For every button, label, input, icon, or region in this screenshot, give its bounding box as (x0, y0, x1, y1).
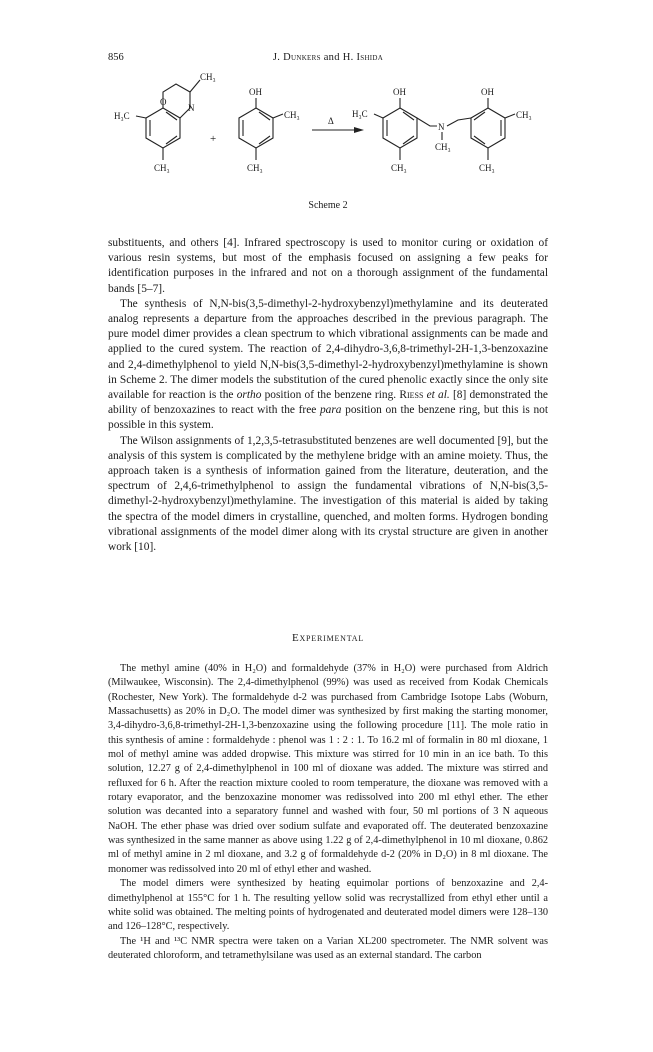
reaction-arrow-head (354, 127, 364, 133)
paragraph-1: substituents, and others [4]. Infrared spectroscopy is used to monitor curing or oxidation of various resin systems, but most of the emphasis focused on assigning a few peaks for identification purposes in the infrared and not on a thorough assignment of the fundamental bands [5–7]. (108, 237, 548, 295)
label-ch3-2a: CH₃ (284, 110, 300, 120)
label-ch3-3c: CH₃ (479, 163, 495, 173)
experimental-text (108, 662, 548, 963)
label-h3c-1: H₃C (114, 111, 130, 121)
label-ch3-1: CH₃ (154, 163, 170, 173)
experimental-paragraph-3: The ¹H and ¹³C NMR spectra were taken on a Varian XL200 spectrometer. The NMR solvent was deuterated chloroform, and tetramethylsilane was used as an external standard. The carbon (108, 935, 548, 961)
label-oh-3b: OH (481, 87, 494, 97)
experimental-paragraph-1: The methyl amine (40% in H₂O) and formaldehyde (37% in H₂O) were purchased from Aldrich (Milwaukee, Wisconsin). The 2,4-dimethylphenol (99%) was used as received from Kodak Chemicals (Rochester, New York). The formaldehyde d-2 was purchased from Cambridge Isotope Labs (Woburn, Massachusetts) as 20% in D₂O. The model dimer was synthesized by first making the starting monomer, 3,4-dihydro-3,6,8-trimethyl-2H-1,3-benzoxazine using the following procedure [11]. The mole ratio in this synthesis of amine : formaldehyde : phenol was 1 : 2 : 1. To 16.2 ml of formalin in 80 ml dioxane, 1 mol of methyl amine was added dropwise. This mixture was stirred for 10 min in an ice bath. To this solution, 12.27 g of 2,4-dimethylphenol in 100 ml of dioxane was added. The mixture was stirred and refluxed for 6 h. After the reaction mixture cooled to room temperature, the dioxane was removed with a rotary evaporator, and the benzoxazine monomer was redissolved into 200 ml ethyl ether. The ether solution was decanted into a separatory funnel and washed with four, 50 ml portions of 3 N aqueous NaOH. The ether phase was dried over sodium sulfate and evaporated off. The deuterated benzoxazine was synthesized in the same manner as above using 1.22 g of 2,4-dimethylphenol in 10 ml dioxane, 0.862 ml of methyl amine in 2 ml dioxane, and 3.2 g of formaldehyde d-2 (20% in D₂O) in 8 ml dioxane. The monomer was redissolved into 20 ml of ethyl ether and washed. (108, 663, 548, 875)
phenol-ring (239, 108, 273, 148)
paragraph-3: The Wilson assignments of 1,2,3,5-tetrasubstituted benzenes are well documented [9], but the analysis of this system is complicated by the methylene bridge with an amine moiety. Thus, the approach taken is a synthesis of information gained from the literature, deuteration, and the spectrum of 2,4,6-trimethylphenol to assign the fundamental vibrations of N,N-bis(3,5-dimethyl-2-hydroxybenzyl)methylamine. The investigation of this material is aided by taking the spectra of the model dimers in crystalline, quenched, and molten forms. Hydrogen bonding vibrational assignments of the model dimer along with its crystal structure are given in another work [10]. (108, 434, 548, 554)
scheme-caption: Scheme 2 (308, 200, 348, 211)
reaction-scheme-drawing (108, 68, 548, 188)
label-ch3-n: CH₃ (200, 72, 216, 82)
label-n-3: N (438, 122, 445, 132)
plus-sign: + (210, 133, 217, 145)
label-oh-3a: OH (393, 87, 406, 97)
dimer-right-ring (471, 108, 505, 148)
delta-symbol: Δ (328, 116, 334, 126)
running-head: J. Dunkers and H. Ishida (272, 52, 384, 63)
label-ch3-2b: CH₃ (247, 163, 263, 173)
label-ch3-3b: CH₃ (516, 110, 532, 120)
label-h3c-3: H₃C (352, 109, 368, 119)
label-o: O (160, 97, 167, 107)
page-number: 856 (108, 52, 124, 63)
label-n: N (188, 103, 195, 113)
dimer-left-ring (383, 108, 417, 148)
experimental-paragraph-2: The model dimers were synthesized by heating equimolar portions of benzoxazine and 2,4-dimethylphenol at 155°C for 1 h. The resulting yellow solid was recrystallized from ethyl ether until a white solid was obtained. The melting points of hydrogenated and deuterated model dimers were 128–130 and 126–128°C, respectively. (108, 878, 548, 933)
introduction-text (108, 236, 548, 555)
page-header (108, 52, 548, 66)
label-ch3-3a: CH₃ (391, 163, 407, 173)
benzoxazine-ring (146, 108, 180, 148)
reaction-scheme (108, 68, 548, 188)
label-oh-2: OH (249, 87, 262, 97)
paragraph-2: The synthesis of N,N-bis(3,5-dimethyl-2-hydroxybenzyl)methylamine and its deuterated analog represents a departure from the approaches described in the previous paragraph. The pure model dimer provides a clean spectrum to which vibrational assignments can be made and applied to the cured system. The reaction of 2,4-dihydro-3,6,8-trimethyl-2H-1,3-benzoxazine and 2,4-dimethylphenol to yield N,N-bis(3,5-dimethyl-2-hydroxybenzyl)methylamine is shown in Scheme 2. The dimer models the substitution of the cured phenolic exactly since the only site available for reaction is the ortho position of the benzene ring. Riess et al. [8] demonstrated the ability of benzoxazines to react with the free para position on the benzene ring, but this is not possible in this system. (108, 297, 548, 432)
label-ch3-3n: CH₃ (435, 142, 451, 152)
section-heading-experimental: Experimental (291, 632, 365, 644)
